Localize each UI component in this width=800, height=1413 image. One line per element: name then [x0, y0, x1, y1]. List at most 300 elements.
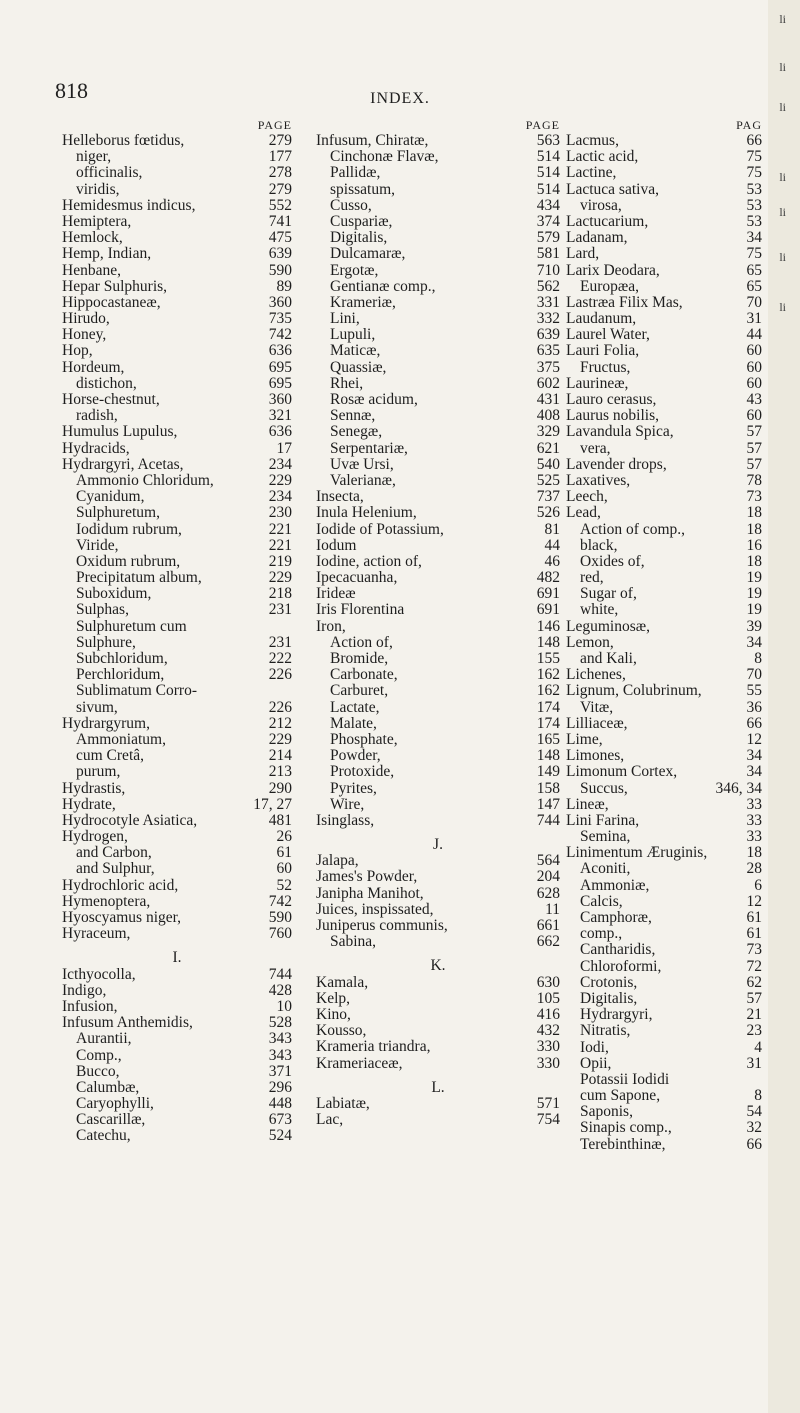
entry-term: Saponis,: [580, 1103, 633, 1121]
entry-term: Leguminosæ,: [566, 617, 650, 635]
entry-term: Infusum Anthemidis,: [62, 1014, 193, 1032]
index-entry: [62, 360, 292, 376]
entry-page: 36: [746, 698, 762, 716]
entry-term: Lead,: [566, 504, 601, 522]
entry-page: 19: [746, 601, 762, 619]
entry-term: Juices, inspissated,: [316, 900, 434, 918]
entry-page: 19: [746, 585, 762, 603]
index-entry: [62, 198, 292, 214]
entry-page: 148: [536, 633, 560, 651]
index-entry: [316, 853, 560, 869]
entry-term: Inula Helenium,: [316, 504, 417, 522]
entry-page: 81: [544, 520, 560, 538]
entry-page: 53: [746, 196, 762, 214]
entry-term: Sinapis comp.,: [580, 1119, 672, 1137]
entry-term: Laudanum,: [566, 310, 637, 328]
entry-term: Sabina,: [330, 933, 377, 951]
index-entry: [566, 813, 762, 829]
entry-page: 525: [536, 471, 560, 489]
index-entry: [566, 878, 762, 894]
entry-term: Sulphuretum cum: [76, 617, 187, 635]
index-entry: [62, 1080, 292, 1096]
entry-page: 416: [536, 1005, 560, 1023]
entry-term: Indigo,: [62, 981, 107, 999]
index-entry: [62, 570, 292, 586]
entry-page: 61: [746, 925, 762, 943]
entry-page: 290: [268, 779, 292, 797]
entry-term: Pyrites,: [330, 779, 377, 797]
entry-term: Hyoscyamus niger,: [62, 909, 182, 926]
entry-term: Nitratis,: [580, 1022, 631, 1040]
entry-term: Lactuca sativa,: [566, 180, 659, 198]
entry-page: 62: [746, 973, 762, 991]
entry-page: 279: [268, 180, 292, 198]
index-entry: [316, 991, 560, 1007]
entry-term: Senegæ,: [330, 423, 383, 441]
entry-term: Hemiptera,: [62, 212, 132, 230]
entry-term: Larix Deodara,: [566, 261, 660, 279]
entry-page: 661: [536, 917, 560, 934]
entry-term: Ladanam,: [566, 229, 628, 247]
index-entry: [566, 602, 762, 618]
entry-page: 744: [268, 965, 292, 983]
entry-term: Lemon,: [566, 633, 614, 651]
entry-term: distichon,: [76, 374, 137, 392]
entry-page: 229: [268, 471, 292, 489]
index-entry: [62, 1031, 292, 1047]
index-entry: [316, 934, 560, 950]
index-entry: [566, 991, 762, 1007]
entry-page: 39: [746, 617, 762, 635]
entry-term: Krameriæ,: [330, 293, 396, 311]
entry-page: 221: [268, 536, 292, 554]
index-entry: [62, 165, 292, 181]
index-entry: [566, 781, 762, 797]
entry-page: 31: [746, 310, 762, 328]
entry-term: Hydrargyrum,: [62, 714, 150, 732]
index-entry: [566, 570, 762, 586]
entry-term: Lastræa Filix Mas,: [566, 293, 683, 311]
entry-page: 579: [536, 229, 560, 247]
entry-page: 432: [536, 1022, 560, 1040]
index-entry: [62, 764, 292, 780]
index-entry: [566, 975, 762, 991]
page-column-header: PAGE: [525, 118, 560, 132]
index-entry: [62, 376, 292, 392]
entry-term: Sugar of,: [580, 585, 637, 603]
entry-page: 174: [536, 714, 560, 732]
entry-page: 89: [276, 277, 292, 295]
entry-term: Iron,: [316, 617, 346, 635]
index-entry: [316, 165, 560, 181]
index-entry: [316, 424, 560, 440]
index-entry: [62, 392, 292, 408]
entry-term: Limonum Cortex,: [566, 763, 678, 781]
entry-page: 23: [746, 1022, 762, 1040]
index-entry: [566, 861, 762, 877]
index-entry: [62, 651, 292, 667]
entry-term: Leech,: [566, 488, 608, 506]
entry-page: 754: [536, 1111, 560, 1129]
index-entry: [62, 263, 292, 279]
entry-page: 78: [746, 471, 762, 489]
index-entry: [62, 311, 292, 327]
index-entry: [316, 1023, 560, 1039]
entry-page: 33: [746, 795, 762, 813]
index-entry: [316, 683, 560, 699]
index-entry: [316, 311, 560, 327]
entry-term: Lactate,: [330, 698, 380, 716]
entry-page: 75: [746, 164, 762, 182]
index-entry: [566, 489, 762, 505]
entry-page: 737: [536, 488, 560, 506]
entry-page: 278: [268, 164, 292, 182]
index-entry: [62, 538, 292, 554]
entry-term: cum Cretâ,: [76, 747, 145, 765]
index-entry: [316, 133, 560, 149]
entry-page: 18: [746, 520, 762, 538]
entry-term: Lactine,: [566, 164, 617, 182]
index-entry: [566, 376, 762, 392]
entry-term: Precipitatum album,: [76, 569, 202, 587]
entry-term: Hydrargyri,: [580, 1006, 653, 1024]
entry-term: Bucco,: [76, 1062, 120, 1080]
entry-term: Kino,: [316, 1005, 351, 1023]
entry-page: 75: [746, 148, 762, 166]
index-entry: [566, 133, 762, 149]
entry-term: Sennæ,: [330, 407, 376, 425]
entry-term: Quassiæ,: [330, 358, 387, 376]
index-entry: [316, 764, 560, 780]
entry-term: Action of comp.,: [580, 520, 686, 538]
index-entry: [566, 327, 762, 343]
index-entry: [62, 683, 292, 699]
entry-term: Lichenes,: [566, 666, 626, 684]
entry-term: Humulus Lupulus,: [62, 423, 178, 441]
entry-page: 73: [746, 488, 762, 506]
entry-term: red,: [580, 569, 604, 587]
index-entry: [566, 522, 762, 538]
edge-mark: li: [779, 12, 786, 26]
index-entry: [316, 1039, 560, 1055]
entry-term: Insecta,: [316, 488, 364, 506]
index-entry: [566, 360, 762, 376]
entry-term: Kelp,: [316, 989, 351, 1007]
entry-term: cum Sapone,: [580, 1087, 661, 1105]
entry-page: 26: [276, 828, 292, 846]
entry-term: Krameriaceæ,: [316, 1054, 403, 1072]
entry-term: Henbane,: [62, 261, 121, 279]
entry-page: 346, 34: [715, 779, 762, 797]
entry-term: Succus,: [580, 779, 628, 797]
entry-page: 279: [268, 132, 292, 149]
edge-mark: li: [779, 100, 786, 114]
entry-term: Lard,: [566, 245, 600, 263]
entry-term: Fructus,: [580, 358, 631, 376]
entry-page: 57: [746, 439, 762, 457]
index-entry: [62, 619, 292, 635]
entry-page: 234: [268, 488, 292, 506]
entry-term: Lignum, Colubrinum,: [566, 682, 702, 700]
entry-term: black,: [580, 536, 618, 554]
entry-page: 481: [268, 811, 292, 829]
entry-term: Kamala,: [316, 973, 369, 991]
entry-page: 331: [536, 293, 560, 311]
index-entry: [316, 343, 560, 359]
entry-term: Gentianæ comp.,: [330, 277, 436, 295]
entry-term: Limones,: [566, 747, 625, 765]
entry-term: Crotonis,: [580, 973, 638, 991]
entry-page: 212: [268, 714, 292, 732]
index-entry: [62, 635, 292, 651]
index-entry: [62, 700, 292, 716]
entry-page: 564: [536, 852, 560, 870]
entry-page: 31: [746, 1054, 762, 1072]
entry-term: Opii,: [580, 1054, 612, 1072]
entry-page: 635: [536, 342, 560, 360]
entry-page: 524: [268, 1127, 292, 1145]
entry-term: Serpentariæ,: [330, 439, 408, 457]
entry-page: 552: [268, 196, 292, 214]
index-entry: [62, 829, 292, 845]
entry-term: Sulphas,: [76, 601, 129, 619]
index-entry: [316, 869, 560, 885]
entry-term: Ammoniæ,: [580, 876, 650, 894]
entry-page: 72: [746, 957, 762, 975]
index-entry: [566, 716, 762, 732]
index-entry: [62, 230, 292, 246]
entry-page: 162: [536, 682, 560, 700]
index-entry: [316, 327, 560, 343]
entry-page: 162: [536, 666, 560, 684]
index-entry: [566, 182, 762, 198]
entry-page: 744: [536, 811, 560, 829]
index-entry: [316, 198, 560, 214]
entry-term: Hydrocotyle Asiatica,: [62, 811, 198, 829]
index-entry: [62, 602, 292, 618]
entry-page: 371: [268, 1062, 292, 1080]
index-entry: [566, 942, 762, 958]
index-entry: [62, 295, 292, 311]
page-column-header: PAG: [736, 118, 762, 132]
index-entry: [316, 1007, 560, 1023]
entry-page: 60: [746, 374, 762, 392]
index-entry: [566, 392, 762, 408]
entry-page: 562: [536, 277, 560, 295]
entry-page: 12: [746, 892, 762, 910]
index-entry: [566, 263, 762, 279]
entry-page: 70: [746, 293, 762, 311]
index-entry: [316, 918, 560, 934]
index-entry: [316, 902, 560, 918]
entry-page: 43: [746, 391, 762, 408]
edge-mark: li: [779, 60, 786, 74]
index-entry: [316, 602, 560, 618]
entry-term: Irideæ: [316, 585, 356, 603]
entry-term: Caryophylli,: [76, 1095, 154, 1113]
index-entry: [566, 408, 762, 424]
index-entry: [566, 538, 762, 554]
index-entry: [316, 360, 560, 376]
index-entry: [566, 797, 762, 813]
entry-term: Helleborus fœtidus,: [62, 132, 185, 149]
entry-term: Calcis,: [580, 892, 623, 910]
entry-term: Comp.,: [76, 1046, 122, 1064]
index-entry: [62, 505, 292, 521]
entry-page: 475: [268, 229, 292, 247]
entry-page: 46: [544, 552, 560, 570]
entry-page: 218: [268, 585, 292, 603]
entry-term: Krameria triandra,: [316, 1038, 431, 1056]
index-entry: [316, 667, 560, 683]
entry-term: Juniperus communis,: [316, 917, 448, 934]
entry-page: 621: [536, 439, 560, 457]
entry-page: 158: [536, 779, 560, 797]
index-entry: [566, 295, 762, 311]
entry-term: Carburet,: [330, 682, 389, 700]
entry-page: 636: [268, 423, 292, 441]
entry-page: 16: [746, 536, 762, 554]
index-entry: [316, 797, 560, 813]
entry-term: Janipha Manihot,: [316, 884, 424, 902]
entry-page: 19: [746, 569, 762, 587]
entry-term: Cantharidis,: [580, 941, 656, 959]
index-entry: [62, 279, 292, 295]
index-entry: [62, 457, 292, 473]
entry-term: Hippocastaneæ,: [62, 293, 161, 311]
entry-term: Carbonate,: [330, 666, 398, 684]
entry-page: 44: [746, 326, 762, 344]
entry-term: Lilliaceæ,: [566, 714, 628, 732]
entry-page: 229: [268, 569, 292, 587]
entry-page: 66: [746, 132, 762, 149]
entry-page: 321: [268, 407, 292, 425]
entry-page: 75: [746, 245, 762, 263]
index-entry: [62, 999, 292, 1015]
entry-page: 296: [268, 1078, 292, 1096]
entry-term: Laxatives,: [566, 471, 631, 489]
index-entry: [62, 732, 292, 748]
page-number: 818: [55, 78, 88, 103]
edge-mark: li: [779, 250, 786, 264]
index-entry: [566, 198, 762, 214]
entry-page: 33: [746, 828, 762, 846]
index-entry: [566, 149, 762, 165]
entry-term: Hepar Sulphuris,: [62, 277, 168, 295]
entry-page: 540: [536, 455, 560, 473]
index-column-2: [316, 118, 560, 1128]
entry-page: 10: [276, 997, 292, 1015]
entry-term: Iodide of Potassium,: [316, 520, 444, 538]
index-entry: [316, 716, 560, 732]
entry-page: 146: [536, 617, 560, 635]
entry-page: 514: [536, 180, 560, 198]
entry-page: 710: [536, 261, 560, 279]
entry-page: 360: [268, 391, 292, 408]
entry-term: Perchloridum,: [76, 666, 165, 684]
entry-page: 57: [746, 423, 762, 441]
index-entry: [62, 983, 292, 999]
entry-page: 330: [536, 1038, 560, 1056]
entry-page: 18: [746, 552, 762, 570]
entry-term: Lactic acid,: [566, 148, 639, 166]
entry-page: 691: [536, 601, 560, 619]
entry-page: 60: [746, 407, 762, 425]
index-entry: [566, 230, 762, 246]
index-entry: [566, 635, 762, 651]
index-entry: [316, 522, 560, 538]
entry-page: 448: [268, 1095, 292, 1113]
entry-term: Suboxidum,: [76, 585, 152, 603]
entry-term: Oxidum rubrum,: [76, 552, 181, 570]
index-entry: [566, 1023, 762, 1039]
entry-page: 590: [268, 909, 292, 926]
entry-term: Hymenoptera,: [62, 892, 151, 910]
entry-page: 34: [746, 763, 762, 781]
index-entry: [566, 748, 762, 764]
index-entry: [62, 424, 292, 440]
entry-term: Hordeum,: [62, 358, 125, 376]
index-entry: [316, 1096, 560, 1112]
entry-page: 514: [536, 164, 560, 182]
entry-term: Hemp, Indian,: [62, 245, 152, 263]
entry-page: 628: [536, 884, 560, 902]
index-entry: [316, 473, 560, 489]
index-entry: [566, 214, 762, 230]
entry-page: 332: [536, 310, 560, 328]
entry-term: Wire,: [330, 795, 365, 813]
index-entry: [316, 295, 560, 311]
entry-page: 563: [536, 132, 560, 149]
entry-term: Terebinthinæ,: [580, 1135, 666, 1153]
entry-page: 52: [276, 876, 292, 894]
entry-term: Lauro cerasus,: [566, 391, 657, 408]
index-entry: [62, 473, 292, 489]
entry-page: 73: [746, 941, 762, 959]
index-entry: [316, 392, 560, 408]
index-entry: [62, 327, 292, 343]
entry-page: 330: [536, 1054, 560, 1072]
entry-term: Semina,: [580, 828, 631, 846]
entry-page: 639: [536, 326, 560, 344]
entry-term: and Kali,: [580, 650, 637, 667]
entry-term: Digitalis,: [330, 229, 388, 247]
index-entry: [316, 230, 560, 246]
index-entry: [566, 683, 762, 699]
entry-page: 60: [746, 358, 762, 376]
entry-page: 32: [746, 1119, 762, 1137]
index-entry: [62, 586, 292, 602]
index-entry: [62, 1064, 292, 1080]
entry-term: Camphoræ,: [580, 909, 652, 926]
index-entry: [62, 1096, 292, 1112]
index-entry: [566, 1072, 762, 1088]
index-entry: [316, 651, 560, 667]
entry-page: 18: [746, 504, 762, 522]
entry-term: spissatum,: [330, 180, 396, 198]
entry-page: 11: [545, 900, 560, 918]
entry-term: Lavender drops,: [566, 455, 667, 473]
entry-term: Hydrochloric acid,: [62, 876, 179, 894]
entry-page: 214: [268, 747, 292, 765]
entry-page: 17: [276, 439, 292, 457]
entry-term: comp.,: [580, 925, 623, 943]
entry-term: Bromide,: [330, 650, 389, 667]
index-entry: [62, 182, 292, 198]
entry-page: 34: [746, 747, 762, 765]
index-entry: [62, 748, 292, 764]
entry-term: purum,: [76, 763, 121, 781]
